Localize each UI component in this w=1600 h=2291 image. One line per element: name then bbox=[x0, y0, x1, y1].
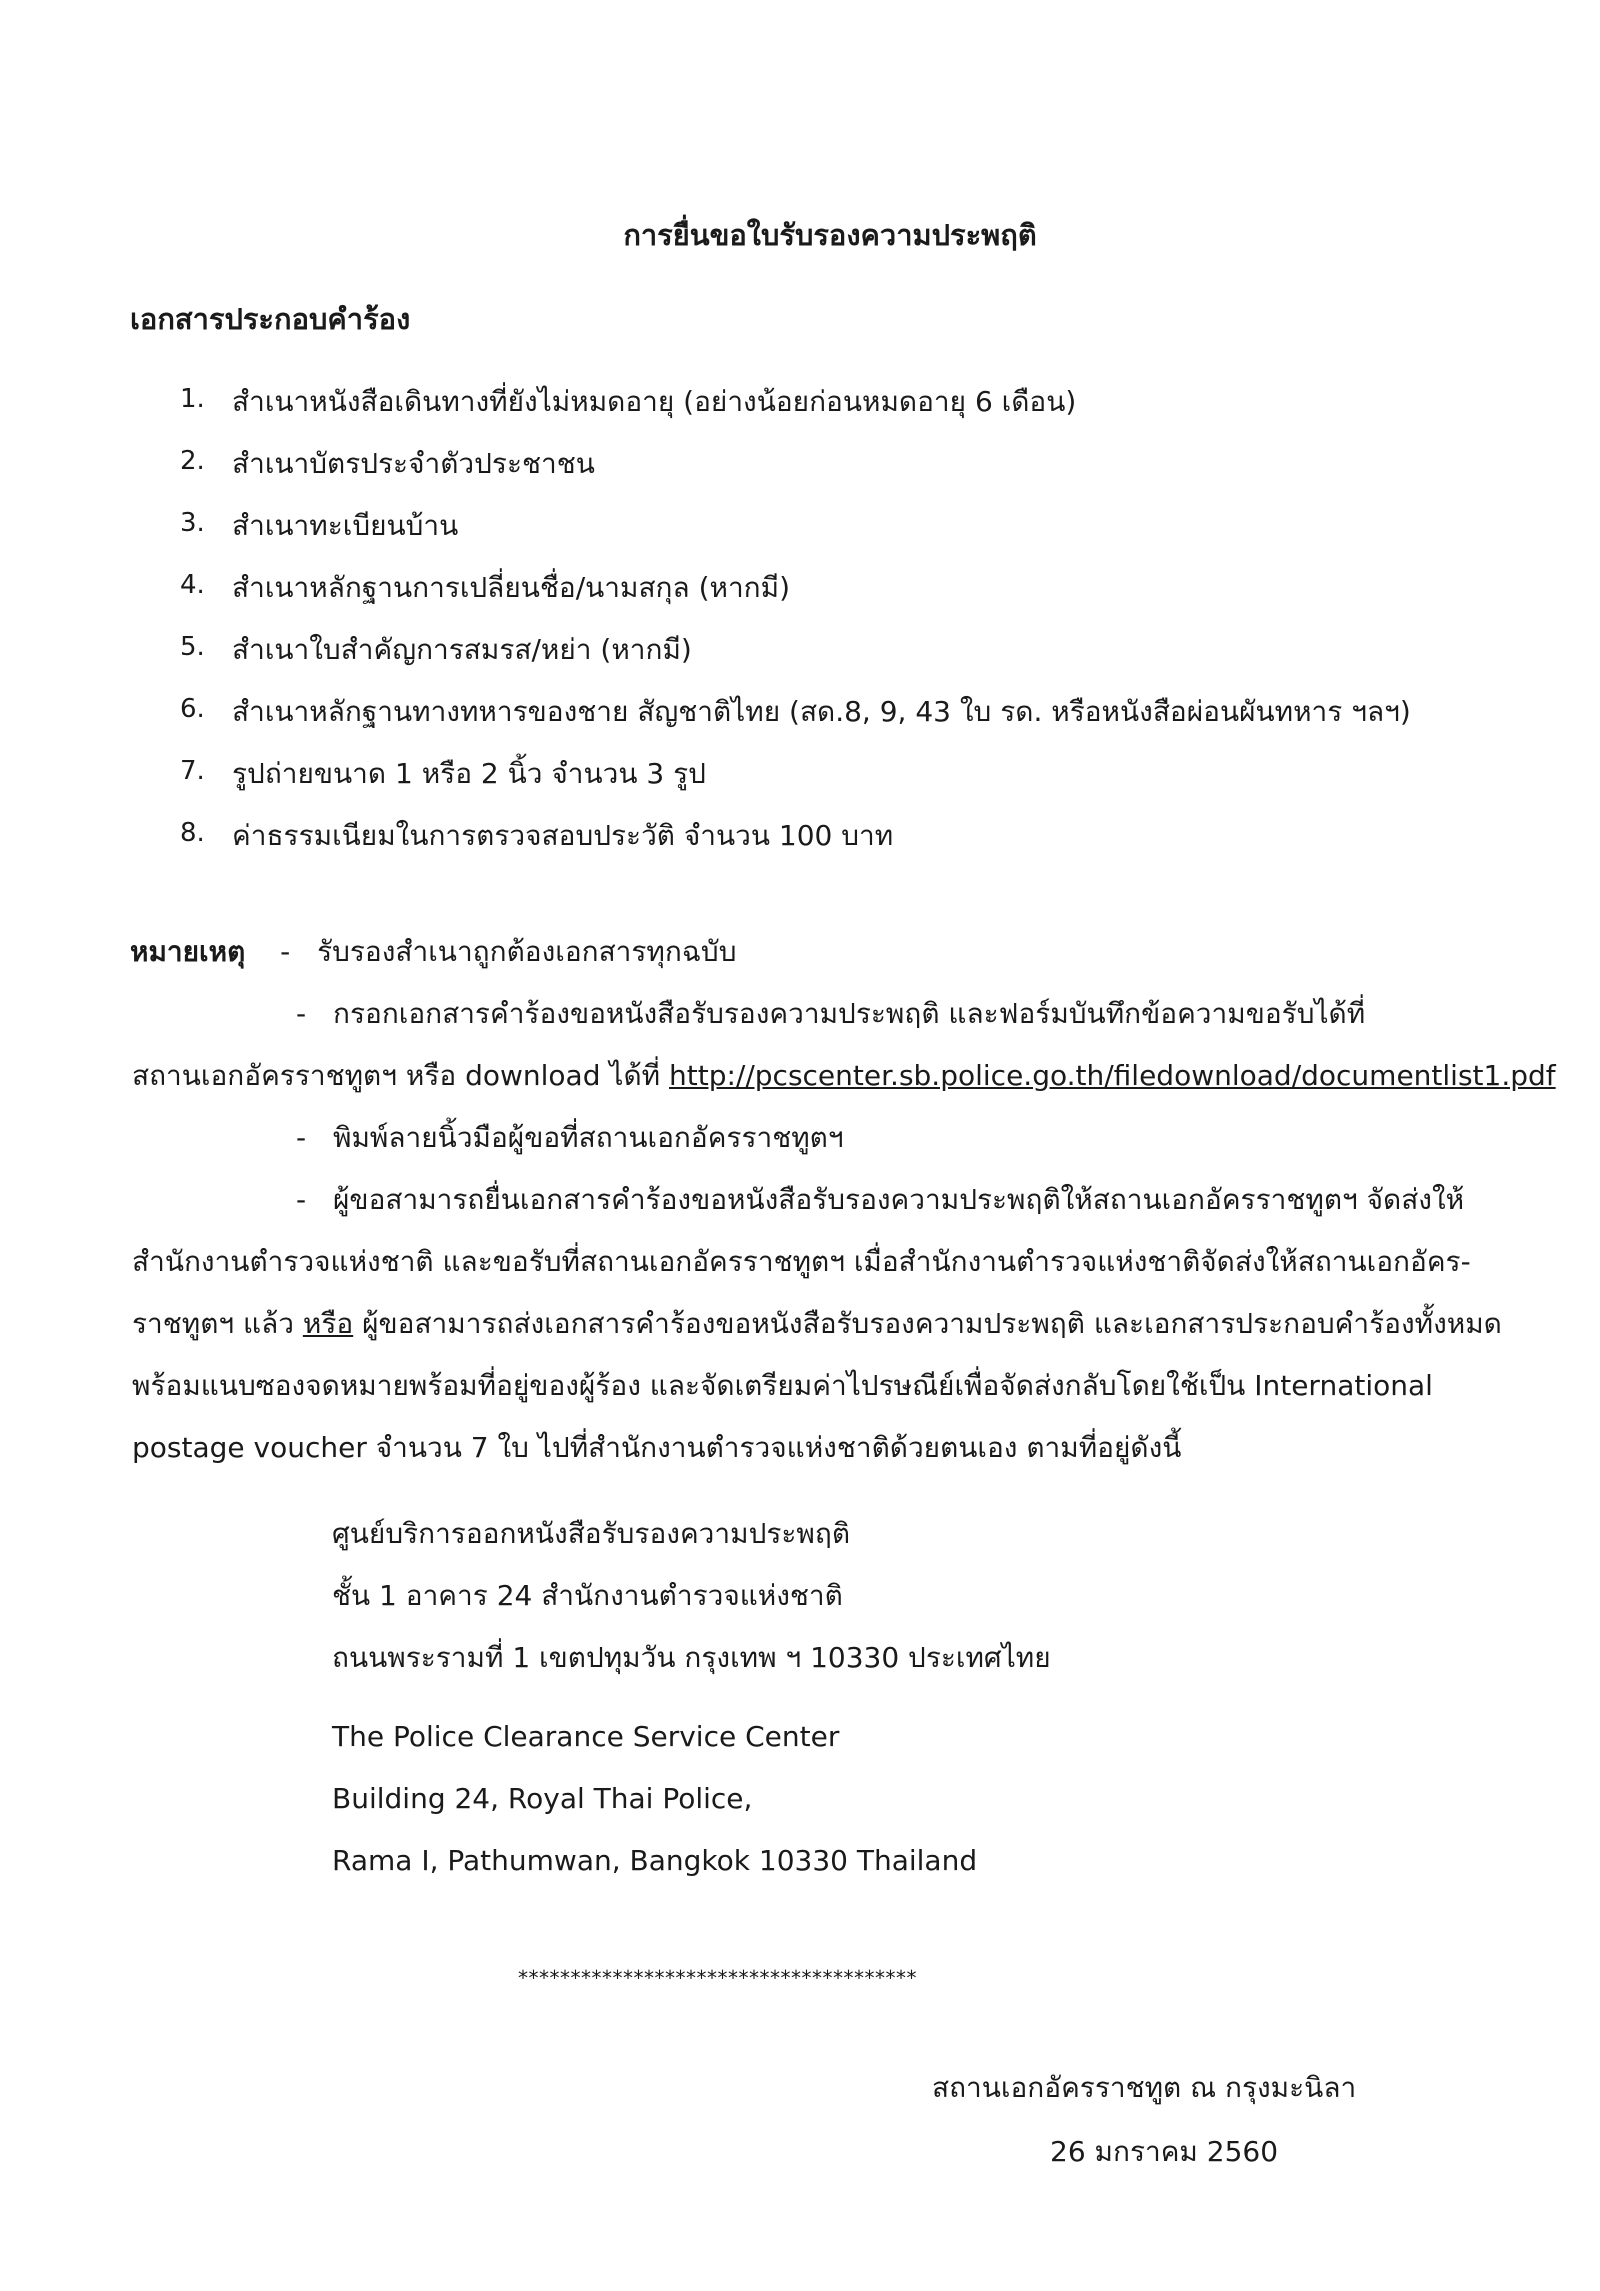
signature-date: 26 มกราคม 2560 bbox=[1050, 2135, 1279, 2168]
notes-line-2 bbox=[296, 992, 1365, 1036]
note-text: รับรองสำเนาถูกต้องเอกสารทุกฉบับ bbox=[317, 935, 737, 968]
signature-org: สถานเอกอัครราชทูต ณ กรุงมะนิลา bbox=[932, 2071, 1357, 2104]
notes-dash: - bbox=[296, 997, 307, 1030]
note-or-emphasis: หรือ bbox=[302, 1307, 354, 1340]
note-text: ผู้ขอสามารถส่งเอกสารคำร้องขอหนังสือรับรองความประพฤติ และเอกสารประกอบคำร้องทั้งหมด bbox=[362, 1307, 1502, 1340]
list-item-text: สำเนาใบสำคัญการสมรส/หย่า (หากมี) bbox=[232, 633, 692, 666]
notes-dash: - bbox=[296, 1183, 307, 1216]
list-item bbox=[0, 690, 1600, 730]
list-item bbox=[0, 442, 1600, 482]
list-item-number: 1. bbox=[180, 384, 205, 414]
list-item-number: 7. bbox=[180, 756, 205, 786]
address-en-line: The Police Clearance Service Center bbox=[332, 1720, 840, 1753]
address-th-line: ชั้น 1 อาคาร 24 สำนักงานตำรวจแห่งชาติ bbox=[332, 1579, 843, 1612]
notes-line-3 bbox=[132, 1054, 1556, 1098]
list-item-text: สำเนาหลักฐานทางทหารของชาย สัญชาติไทย (สด.8, 9, 43 ใบ รด. หรือหนังสือผ่อนผันทหาร ฯลฯ) bbox=[232, 695, 1411, 728]
document-title: การยื่นขอใบรับรองความประพฤติ bbox=[623, 218, 1037, 252]
note-text: สำนักงานตำรวจแห่งชาติ และขอรับที่สถานเอกอัครราชทูตฯ เมื่อสำนักงานตำรวจแห่งชาติจัดส่งให้สถานเอกอัคร- bbox=[132, 1245, 1471, 1278]
notes-line-5 bbox=[296, 1178, 1464, 1222]
list-item bbox=[0, 566, 1600, 606]
list-item bbox=[0, 380, 1600, 420]
list-item bbox=[0, 814, 1600, 854]
list-item-text: สำเนาหลักฐานการเปลี่ยนชื่อ/นามสกุล (หากมี) bbox=[232, 571, 791, 604]
list-item-text: ค่าธรรมเนียมในการตรวจสอบประวัติ จำนวน 100 บาท bbox=[232, 819, 894, 852]
list-item-text: สำเนาบัตรประจำตัวประชาชน bbox=[232, 447, 595, 480]
note-text: พิมพ์ลายนิ้วมือผู้ขอที่สถานเอกอัครราชทูตฯ bbox=[333, 1121, 844, 1154]
list-item bbox=[0, 752, 1600, 792]
list-item bbox=[0, 504, 1600, 544]
list-item bbox=[0, 628, 1600, 668]
list-item-number: 4. bbox=[180, 570, 205, 600]
notes-line-1 bbox=[130, 930, 736, 974]
note-text: กรอกเอกสารคำร้องขอหนังสือรับรองความประพฤติ และฟอร์มบันทึกข้อความขอรับได้ที่ bbox=[333, 997, 1366, 1030]
address-th-line: ศูนย์บริการออกหนังสือรับรองความประพฤติ bbox=[332, 1517, 851, 1550]
list-item-text: สำเนาทะเบียนบ้าน bbox=[232, 509, 459, 542]
list-item-number: 3. bbox=[180, 508, 205, 538]
note-text: ผู้ขอสามารถยื่นเอกสารคำร้องขอหนังสือรับรองความประพฤติให้สถานเอกอัครราชทูตฯ จัดส่งให้ bbox=[333, 1183, 1465, 1216]
address-th-line: ถนนพระรามที่ 1 เขตปทุมวัน กรุงเทพ ฯ 10330 ประเทศไทย bbox=[332, 1641, 1051, 1674]
address-en-line: Rama I, Pathumwan, Bangkok 10330 Thailand bbox=[332, 1844, 978, 1877]
address-en-line: Building 24, Royal Thai Police, bbox=[332, 1782, 753, 1815]
note-text: สถานเอกอัครราชทูตฯ หรือ download ได้ที่ bbox=[132, 1059, 661, 1092]
note-text: ราชทูตฯ แล้ว bbox=[132, 1307, 294, 1340]
list-item-text: รูปถ่ายขนาด 1 หรือ 2 นิ้ว จำนวน 3 รูป bbox=[232, 757, 706, 790]
section-heading: เอกสารประกอบคำร้อง bbox=[130, 302, 411, 336]
list-item-number: 8. bbox=[180, 818, 205, 848]
note-text: postage voucher จำนวน 7 ใบ ไปที่สำนักงานตำรวจแห่งชาติด้วยตนเอง ตามที่อยู่ดังนี้ bbox=[132, 1431, 1182, 1464]
download-link[interactable]: http://pcscenter.sb.police.go.th/filedownload/documentlist1.pdf bbox=[669, 1059, 1556, 1092]
notes-dash: - bbox=[280, 935, 291, 968]
separator-stars: ************************************** bbox=[518, 1966, 917, 1990]
list-item-text: สำเนาหนังสือเดินทางที่ยังไม่หมดอายุ (อย่างน้อยก่อนหมดอายุ 6 เดือน) bbox=[232, 385, 1077, 418]
list-item-number: 6. bbox=[180, 694, 205, 724]
notes-dash: - bbox=[296, 1121, 307, 1154]
list-item-number: 5. bbox=[180, 632, 205, 662]
notes-line-4 bbox=[296, 1116, 844, 1160]
note-text: พร้อมแนบซองจดหมายพร้อมที่อยู่ของผู้ร้อง และจัดเตรียมค่าไปรษณีย์เพื่อจัดส่งกลับโดยใช้เป็น International bbox=[132, 1369, 1433, 1402]
list-item-number: 2. bbox=[180, 446, 205, 476]
notes-label: หมายเหตุ bbox=[130, 935, 246, 968]
notes-line-7 bbox=[132, 1302, 1502, 1346]
